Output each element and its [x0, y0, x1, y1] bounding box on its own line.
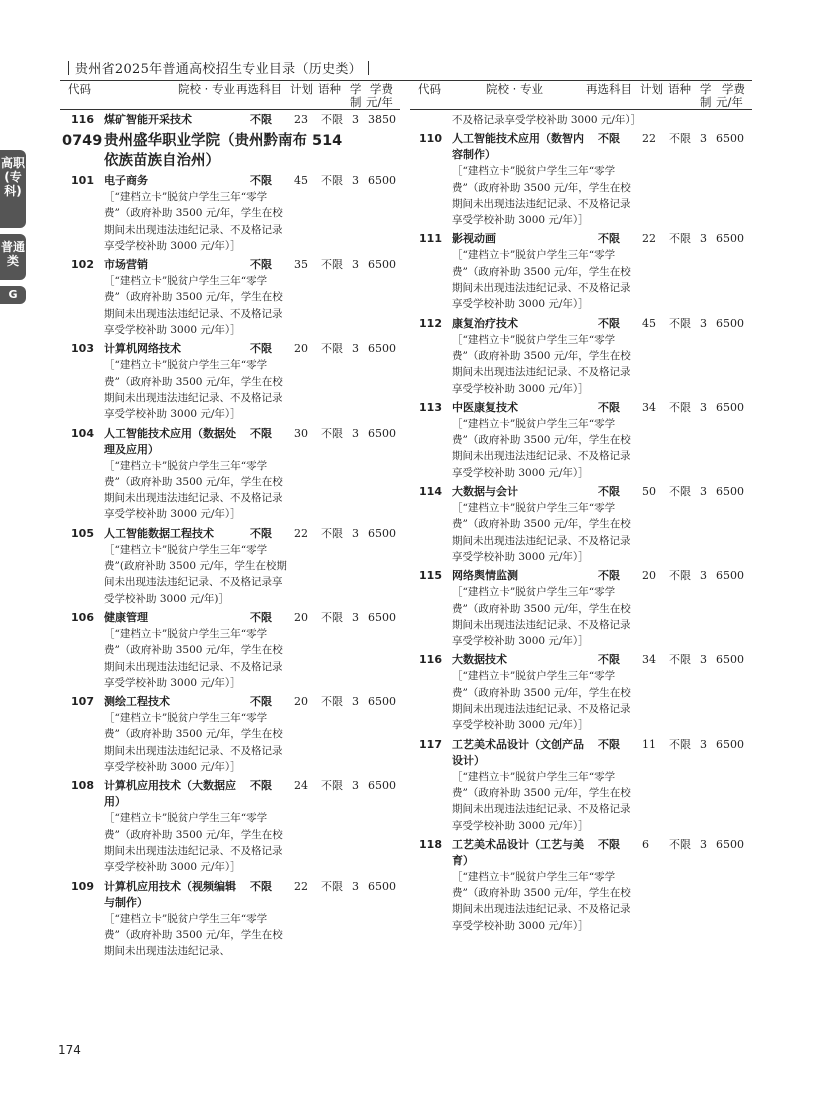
page-header-title — [62, 60, 372, 80]
major-code: 102 — [71, 258, 94, 272]
major-lang: 不限 — [669, 569, 691, 583]
major-plan: 20 — [294, 342, 308, 356]
list-item — [410, 837, 752, 934]
major-years: 3 — [700, 316, 707, 330]
major-name: 测绘工程技术 — [104, 695, 170, 709]
major-name: 市场营销 — [104, 258, 148, 272]
list-item — [62, 341, 402, 422]
major-fee: 6500 — [716, 132, 744, 146]
major-fee: 6500 — [368, 610, 396, 624]
major-name: 电子商务 — [104, 174, 148, 187]
col-school-heading: 院校 · 专业 — [486, 82, 543, 96]
major-fee: 6500 — [368, 426, 396, 440]
major-years: 3 — [352, 258, 359, 272]
header-divider-right — [368, 61, 369, 75]
list-item — [62, 112, 402, 128]
col-plan-heading: 计划 — [290, 82, 313, 96]
major-subjects: 不限 — [250, 695, 272, 709]
major-years: 3 — [700, 737, 707, 751]
major-code: 107 — [71, 695, 94, 709]
major-subjects: 不限 — [250, 610, 272, 624]
major-subjects: 不限 — [250, 258, 272, 272]
major-subjects: 不限 — [250, 174, 272, 187]
major-fee: 6500 — [368, 174, 396, 187]
col-lang-heading: 语种 — [668, 82, 691, 96]
major-code: 109 — [71, 879, 94, 893]
major-code: 106 — [71, 610, 94, 624]
college-name: 贵州盛华职业学院（贵州黔南布依族苗族自治州） — [104, 133, 307, 169]
college-heading — [62, 131, 402, 171]
list-item — [410, 568, 752, 649]
major-plan: 22 — [294, 526, 308, 540]
major-note: ［“建档立卡”脱贫户学生三年“零学费”（政府补助 3500 元/年，学生在校期间未出现违法违纪记录、不及格记录享受学校补助 3000 元/年）］ — [104, 459, 283, 521]
major-lang: 不限 — [321, 610, 343, 624]
major-code: 116 — [71, 113, 94, 126]
major-note: ［“建档立卡”脱贫户学生三年“零学费”（政府补助 3500 元/年，学生在校期间未出现违法违纪记录、不及格记录享受学校补助 3000 元/年）］ — [104, 359, 283, 421]
major-code: 116 — [419, 653, 442, 667]
major-name: 工艺美术品设计（工艺与美育） — [452, 837, 584, 867]
major-fee: 6500 — [716, 400, 744, 414]
major-lang: 不限 — [669, 232, 691, 246]
major-lang: 不限 — [321, 526, 343, 540]
major-years: 3 — [352, 695, 359, 709]
major-fee: 6500 — [716, 316, 744, 330]
major-plan: 6 — [642, 837, 649, 851]
major-plan: 22 — [294, 879, 308, 893]
major-lang: 不限 — [669, 132, 691, 146]
side-tab-vocational: 高职(专科) — [0, 150, 26, 228]
page-number: 174 — [58, 1043, 81, 1057]
major-subjects: 不限 — [598, 132, 620, 146]
col-years-heading-2: 制 — [700, 95, 712, 109]
major-subjects: 不限 — [598, 569, 620, 583]
major-note: ［“建档立卡”脱贫户学生三年“零学费”（政府补助 3500 元/年，学生在校期间未出现违法违纪记录、不及格记录享受学校补助 3000 元/年）］ — [452, 586, 631, 648]
col-lang-heading: 语种 — [318, 82, 341, 96]
major-name: 影视动画 — [452, 232, 496, 246]
side-tab-general: 普通类 — [0, 234, 26, 280]
major-note: ［“建档立卡”脱贫户学生三年“零学费”（政府补助 3500 元/年，学生在校期间未出现违法违纪记录、不及格记录享受学校补助 3000 元/年）］ — [452, 417, 631, 479]
major-code: 108 — [71, 779, 94, 793]
major-plan: 35 — [294, 258, 308, 272]
major-subjects: 不限 — [250, 779, 272, 793]
col-code-heading: 代码 — [418, 82, 441, 96]
major-plan: 24 — [294, 779, 308, 793]
major-note: ［“建档立卡”脱贫户学生三年“零学费”（政府补助 3500 元/年，学生在校期间未出现违法违纪记录、不及格记录享受学校补助 3000 元/年）］ — [452, 333, 631, 395]
major-fee: 6500 — [368, 779, 396, 793]
list-item — [410, 737, 752, 834]
major-fee: 6500 — [716, 485, 744, 499]
major-note: ［“建档立卡”脱贫户学生三年“零学费”（政府补助 3500 元/年，学生在校期间未出现违法违纪记录、不及格记录享受学校补助 3000 元/年）］ — [452, 870, 631, 932]
major-years: 3 — [700, 132, 707, 146]
col-years-heading-2: 制 — [350, 95, 362, 109]
major-lang: 不限 — [669, 737, 691, 751]
major-code: 117 — [419, 737, 442, 751]
major-plan: 34 — [642, 400, 656, 414]
major-code: 104 — [71, 426, 94, 440]
side-tab-g: G — [0, 286, 26, 304]
major-subjects: 不限 — [598, 232, 620, 246]
col-plan-heading: 计划 — [640, 82, 663, 96]
side-tabs — [0, 150, 26, 310]
major-fee: 6500 — [368, 879, 396, 893]
college-code: 0749 — [62, 133, 103, 149]
major-years: 3 — [352, 526, 359, 540]
major-plan: 45 — [294, 174, 308, 187]
major-fee: 6500 — [716, 837, 744, 851]
major-subjects: 不限 — [598, 485, 620, 499]
major-lang: 不限 — [321, 174, 343, 187]
major-years: 3 — [700, 400, 707, 414]
major-plan: 45 — [642, 316, 656, 330]
major-note: ［“建档立卡”脱贫户学生三年“零学费”（政府补助 3500 元/年，学生在校期间未出现违法违纪记录、 — [104, 912, 283, 958]
major-years: 3 — [352, 610, 359, 624]
list-item — [62, 173, 402, 254]
col-school-heading: 院校 · 专业 — [178, 82, 235, 96]
major-note: ［“建档立卡”脱贫户学生三年“零学费”（政府补助 3500 元/年，学生在校期间未出现违法违纪记录、不及格记录享受学校补助 3000 元/年）］ — [104, 275, 283, 337]
major-years: 3 — [352, 426, 359, 440]
major-years: 3 — [700, 569, 707, 583]
list-item-continued — [410, 112, 752, 128]
major-subjects: 不限 — [250, 426, 272, 440]
major-years: 3 — [352, 779, 359, 793]
left-heading-rule — [60, 109, 400, 110]
col-fee-heading: 学费 — [370, 82, 393, 96]
major-code: 115 — [419, 569, 442, 583]
major-note: ［“建档立卡”脱贫户学生三年“零学费”（政府补助 3500 元/年，学生在校期间未出现违法违纪记录、不及格记录享受学校补助 3000 元/年）］ — [452, 249, 631, 311]
major-name: 煤矿智能开采技术 — [104, 113, 192, 126]
major-years: 3 — [352, 879, 359, 893]
list-item — [410, 231, 752, 312]
major-name: 人工智能技术应用（数据处理及应用） — [104, 426, 236, 456]
major-lang: 不限 — [669, 485, 691, 499]
major-code: 111 — [419, 232, 442, 246]
major-fee: 3850 — [368, 113, 396, 126]
college-plan: 514 — [312, 133, 343, 149]
major-code: 118 — [419, 837, 442, 851]
major-fee: 6500 — [716, 232, 744, 246]
major-code: 101 — [71, 174, 94, 187]
list-item — [62, 778, 402, 875]
col-fee-heading-2: 元/年 — [366, 95, 393, 109]
major-note-continued: 不及格记录享受学校补助 3000 元/年）］ — [452, 114, 642, 126]
major-note: ［“建档立卡”脱贫户学生三年“零学费”（政府补助 3500 元/年，学生在校期间未出现违法违纪记录、不及格记录享受学校补助 3000 元/年）］ — [104, 191, 283, 252]
header-title-text: 贵州省2025年普通高校招生专业目录（历史类） — [75, 62, 362, 77]
major-lang: 不限 — [669, 316, 691, 330]
major-fee: 6500 — [716, 569, 744, 583]
major-plan: 20 — [642, 569, 656, 583]
major-code: 110 — [419, 132, 442, 146]
col-fee-heading-2: 元/年 — [716, 95, 743, 109]
major-lang: 不限 — [321, 695, 343, 709]
major-lang: 不限 — [669, 837, 691, 851]
major-note: ［“建档立卡”脱贫户学生三年“零学费”（政府补助 3500 元/年，学生在校期间未出现违法违纪记录、不及格记录享受学校补助 3000 元/年）］ — [452, 670, 631, 732]
major-code: 103 — [71, 342, 94, 356]
list-item — [62, 257, 402, 338]
major-subjects: 不限 — [250, 342, 272, 356]
right-column — [410, 112, 752, 937]
major-subjects: 不限 — [250, 879, 272, 893]
major-fee: 6500 — [716, 653, 744, 667]
major-fee: 6500 — [716, 737, 744, 751]
major-lang: 不限 — [321, 779, 343, 793]
major-subjects: 不限 — [598, 400, 620, 414]
major-years: 3 — [352, 342, 359, 356]
list-item — [62, 526, 402, 607]
major-years: 3 — [352, 174, 359, 187]
major-name: 人工智能数据工程技术 — [104, 526, 214, 540]
major-name: 计算机应用技术（视频编辑与制作） — [104, 879, 236, 909]
major-note: ［“建档立卡”脱贫户学生三年“零学费”（政府补助 3500 元/年，学生在校期间未出现违法违纪记录、不及格记录享受学校补助 3000 元/年）］ — [104, 812, 283, 874]
major-lang: 不限 — [321, 426, 343, 440]
major-lang: 不限 — [321, 113, 343, 126]
list-item — [62, 694, 402, 775]
major-fee: 6500 — [368, 342, 396, 356]
col-code-heading: 代码 — [68, 82, 91, 96]
major-years: 3 — [700, 837, 707, 851]
major-name: 计算机网络技术 — [104, 342, 181, 356]
major-plan: 34 — [642, 653, 656, 667]
major-plan: 22 — [642, 232, 656, 246]
header-rule — [60, 80, 752, 81]
left-column — [62, 112, 402, 962]
major-lang: 不限 — [321, 258, 343, 272]
list-item — [410, 131, 752, 228]
major-name: 人工智能技术应用（数智内容制作） — [452, 132, 584, 162]
list-item — [410, 484, 752, 565]
header-divider-left — [68, 61, 69, 75]
major-note: ［“建档立卡”脱贫户学生三年“零学费”（政府补助 3500 元/年，学生在校期间未出现违法违纪记录、不及格记录享受学校补助 3000 元/年）］ — [452, 770, 631, 832]
major-code: 113 — [419, 400, 442, 414]
major-years: 3 — [352, 113, 359, 126]
major-name: 大数据技术 — [452, 653, 507, 667]
major-lang: 不限 — [321, 879, 343, 893]
major-note: ［“建档立卡”脱贫户学生三年“零学费”（政府补助 3500 元/年，学生在校期间未出现违法违纪记录、不及格记录享受学校补助 3000 元/年）］ — [452, 165, 631, 227]
major-plan: 23 — [294, 113, 308, 126]
major-name: 中医康复技术 — [452, 400, 518, 414]
major-years: 3 — [700, 485, 707, 499]
major-name: 健康管理 — [104, 610, 148, 624]
list-item — [62, 879, 402, 960]
left-column-headings — [60, 82, 400, 110]
col-fee-heading: 学费 — [722, 82, 745, 96]
list-item — [410, 400, 752, 481]
major-name: 大数据与会计 — [452, 485, 518, 499]
major-plan: 20 — [294, 695, 308, 709]
list-item — [410, 316, 752, 397]
major-code: 105 — [71, 526, 94, 540]
major-code: 112 — [419, 316, 442, 330]
major-note: ［“建档立卡”脱贫户学生三年“零学费”（政府补助 3500 元/年，学生在校期间未出现违法违纪记录、不及格记录享受学校补助 3000 元/年）］ — [452, 502, 631, 563]
major-subjects: 不限 — [598, 737, 620, 751]
major-name: 网络舆情监测 — [452, 569, 518, 583]
major-fee: 6500 — [368, 258, 396, 272]
list-item — [62, 426, 402, 523]
major-fee: 6500 — [368, 695, 396, 709]
major-plan: 50 — [642, 485, 656, 499]
list-item — [410, 652, 752, 733]
major-note: ［“建档立卡”脱贫户学生三年“零学费”（政府补助 3500 元/年，学生在校期间未出现违法违纪记录、不及格记录享受学校补助 3000 元/年）］ — [104, 712, 283, 774]
major-name: 康复治疗技术 — [452, 316, 518, 330]
major-plan: 22 — [642, 132, 656, 146]
list-item — [62, 610, 402, 691]
major-years: 3 — [700, 653, 707, 667]
major-plan: 20 — [294, 610, 308, 624]
major-subjects: 不限 — [598, 837, 620, 851]
major-name: 工艺美术品设计（文创产品设计） — [452, 737, 584, 767]
major-plan: 11 — [642, 737, 656, 751]
major-code: 114 — [419, 485, 442, 499]
major-note: ［“建档立卡”脱贫户学生三年“零学费”（政府补助 3500 元/年，学生在校期间未出现违法违纪记录、不及格记录享受学校补助 3000 元/年）］ — [104, 627, 283, 689]
col-subjects-heading: 再选科目 — [236, 82, 282, 96]
col-subjects-heading: 再选科目 — [586, 82, 632, 96]
major-note: ［“建档立卡”脱贫户学生三年“零学费”(政府补助 3500 元/年，学生在校期间未出现违法违纪记录、不及格记录享受学校补助 3000 元/年)］ — [104, 543, 287, 605]
major-years: 3 — [700, 232, 707, 246]
major-lang: 不限 — [321, 342, 343, 356]
major-lang: 不限 — [669, 653, 691, 667]
major-subjects: 不限 — [250, 113, 272, 126]
major-plan: 30 — [294, 426, 308, 440]
col-years-heading: 学 — [350, 82, 362, 96]
col-years-heading: 学 — [700, 82, 712, 96]
major-fee: 6500 — [368, 526, 396, 540]
major-subjects: 不限 — [598, 316, 620, 330]
right-column-headings — [410, 82, 752, 110]
major-subjects: 不限 — [598, 653, 620, 667]
major-lang: 不限 — [669, 400, 691, 414]
major-subjects: 不限 — [250, 526, 272, 540]
right-heading-rule — [410, 109, 752, 110]
major-name: 计算机应用技术（大数据应用） — [104, 779, 236, 809]
